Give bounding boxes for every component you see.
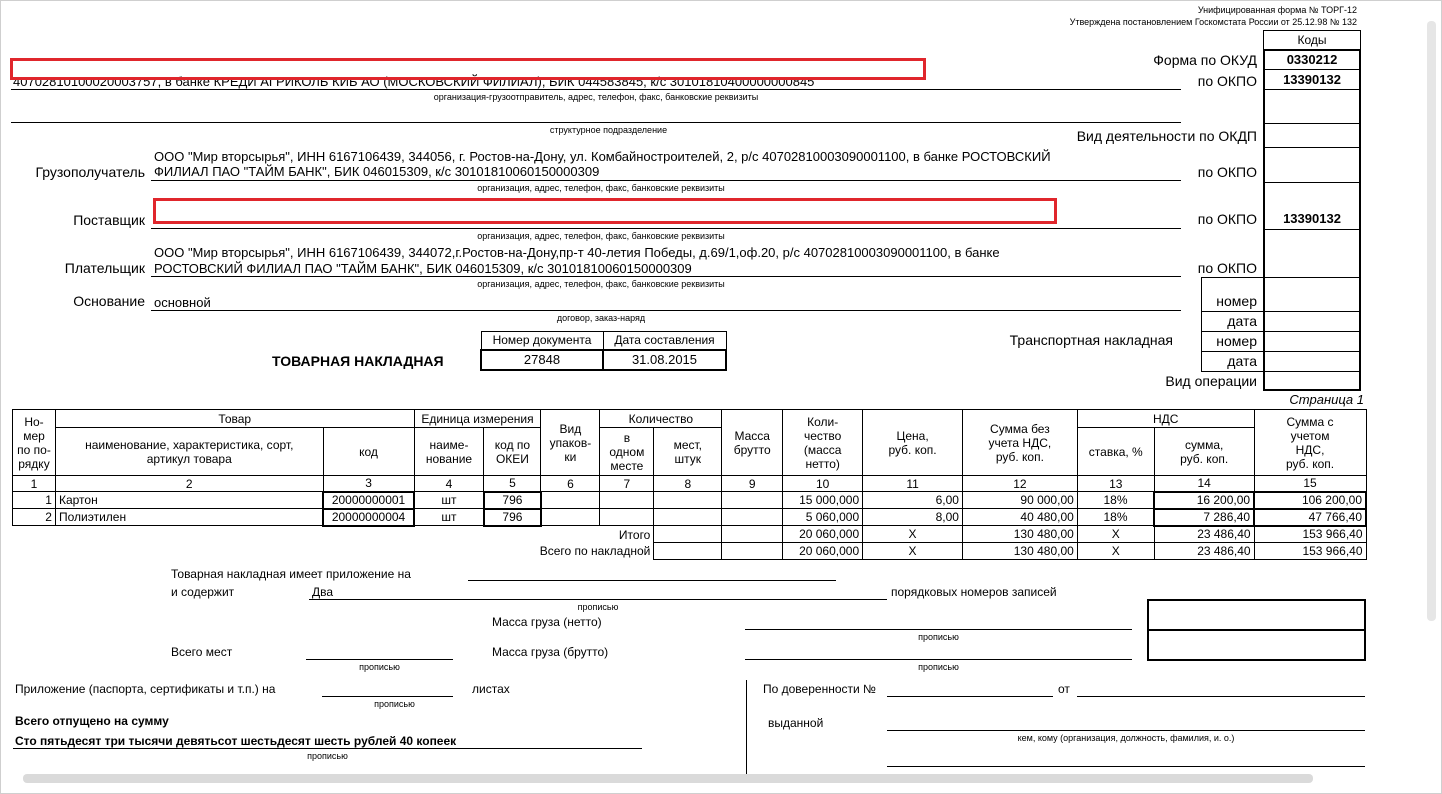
row-gross [722,509,783,526]
codes-divider [1263,69,1361,70]
row-price: 6,00 [863,492,963,509]
row-okei: 796 [484,492,541,509]
table-row [13,492,1367,509]
row-price: 8,00 [863,509,963,526]
row-net: 5 060,000 [783,509,863,526]
h-okei: код по ОКЕИ [484,428,541,476]
col-num: 11 [863,476,963,492]
itogo-vat: 23 486,40 [1154,526,1254,543]
h-sum-no-vat: Сумма без учета НДС, руб. коп. [962,410,1077,476]
codes-title-cell [1263,30,1361,50]
col-num: 2 [55,476,323,492]
row-no: 1 [13,492,56,509]
doc-date: 31.08.2015 [603,350,726,370]
row-name: Полиэтилен [55,509,323,526]
row-total: 47 766,40 [1254,509,1366,526]
vsego-price: X [863,543,963,560]
row-no: 2 [13,509,56,526]
appendix-label: Приложение (паспорта, сертификаты и т.п.) на [15,682,276,696]
col-num: 5 [484,476,541,492]
contains-label: и содержит [171,585,235,599]
shipper-line [11,89,1181,90]
col-num: 6 [541,476,600,492]
codes-title: Коды [1297,33,1327,47]
net-mass-line [745,629,1132,630]
contains-value: Два [312,585,334,599]
poa-label: По доверенности № [763,682,876,696]
propis-caption-2: прописью [918,632,959,642]
vsego-vat: 23 486,40 [1154,543,1254,560]
shipper-caption: организация-грузоотправитель, адрес, телефон, факс, банковские реквизиты [433,92,759,102]
h-goods-name: наименование, характеристика, сорт, артикул товара [55,428,323,476]
redaction-box-supplier [153,198,1057,224]
basis-line [151,310,1181,311]
h-vat: НДС [1077,410,1254,428]
date2-label: дата [1227,353,1257,369]
number2-label: номер [1216,333,1257,349]
row-code: 20000000004 [323,509,414,526]
issued-label: выданной [768,716,824,730]
row-gross [722,492,783,509]
net-mass-label: Масса груза (нетто) [492,615,602,629]
h-no: Но- мер по по- рядку [13,410,56,476]
supplier-okpo-label: по ОКПО [1197,211,1257,227]
codes-divider [1263,89,1361,90]
itogo-total: 153 966,40 [1254,526,1366,543]
basis-label: Основание [73,293,145,309]
h-qty: Количество [600,410,722,428]
propis-caption-4: прописью [918,662,959,672]
basis-value: основной [154,295,211,310]
date-label: дата [1227,313,1257,329]
column-numbers-row [13,476,1367,492]
from-line [1077,696,1365,697]
h-unit: Единица измерения [414,410,541,428]
codes-divider [1263,147,1361,148]
itogo-price: X [863,526,963,543]
vsego-sum: 130 480,00 [962,543,1077,560]
transport-label: Транспортная накладная [1009,332,1173,348]
itogo-rate: X [1077,526,1154,543]
itogo-label: Итого [618,527,651,542]
col-num: 3 [323,476,414,492]
payer-okpo-label: по ОКПО [1197,260,1257,276]
attach-line [468,580,836,581]
released-label: Всего отпущено на сумму [15,714,169,728]
col-num: 14 [1154,476,1254,492]
row-code: 20000000001 [323,492,414,509]
vsego-label: Всего по накладной [539,544,651,558]
col-num: 13 [1077,476,1154,492]
issued-line-2 [887,766,1365,767]
doc-date-header: Дата составления [603,332,726,350]
issued-caption: кем, кому (организация, должность, фамилия, и. о.) [1017,733,1235,743]
doc-number-header: Номер документа [481,332,603,350]
mass-box-divider [1147,629,1366,631]
consignee-caption: организация, адрес, телефон, факс, банковские реквизиты [477,183,725,193]
from-label: от [1058,682,1070,696]
vsego-net: 20 060,000 [783,543,863,560]
consignee-line1: ООО "Мир вторсырья", ИНН 6167106439, 344056, г. Ростов-на-Дону, ул. Комбайностроителей, 2, р/с 40702810003090001100, в банке РОСТОВСКИЙ [154,149,1051,164]
payer-caption: организация, адрес, телефон, факс, банковские реквизиты [477,279,725,289]
propis-caption-3: прописью [359,662,400,672]
operation-label: Вид операции [1165,373,1257,389]
supplier-line [151,228,1181,229]
row-sum: 40 480,00 [962,509,1077,526]
payer-line2: РОСТОВСКИЙ ФИЛИАЛ ПАО "ТАЙМ БАНК", БИК 046015309, к/с 30101810060150000309 [154,261,692,276]
okpo-label: по ОКПО [1197,73,1257,89]
row-unit: шт [414,509,484,526]
col-num: 4 [414,476,484,492]
col-num: 1 [13,476,56,492]
row-places [654,492,722,509]
document-title: ТОВАРНАЯ НАКЛАДНАЯ [272,353,444,369]
col-num: 15 [1254,476,1366,492]
goods-table [12,409,1367,560]
released-text: Сто пятьдесят три тысячи девятьсот шестьдесят шесть рублей 40 копеек [15,734,457,748]
h-goods: Товар [55,410,414,428]
number-label: номер [1216,293,1257,309]
gross-mass-label: Масса груза (брутто) [492,645,609,659]
codes-divider [1263,123,1361,124]
codes-divider [1263,277,1361,278]
footer-separator [746,680,747,780]
consignee-line2: ФИЛИАЛ ПАО "ТАЙМ БАНК", БИК 046015309, к/с 30101810060150000309 [154,164,600,179]
col-num: 7 [600,476,654,492]
doc-number: 27848 [481,350,603,370]
col-num: 12 [962,476,1077,492]
redaction-box-shipper [10,58,926,80]
form-name: Унифицированная форма № ТОРГ-12 [1197,5,1357,15]
form-approval: Утверждена постановлением Госкомстата России от 25.12.98 № 132 [1069,17,1357,27]
h-code: код [323,428,414,476]
payer-line [151,276,1181,277]
itogo-net: 20 060,000 [783,526,863,543]
row-in-one [600,509,654,526]
h-vat-sum: сумма, руб. коп. [1154,428,1254,476]
page-number: Страница 1 [1289,392,1364,407]
propis-caption-1: прописью [577,602,619,612]
consignee-label: Грузополучатель [35,164,145,180]
row-vat: 16 200,00 [1154,492,1254,509]
h-gross: Масса брутто [722,410,783,476]
row-okei: 796 [484,509,541,526]
col-num: 10 [783,476,863,492]
row-in-one [600,492,654,509]
places-line [306,659,453,660]
sheets-label: листах [472,682,510,696]
doc-number-table [480,331,727,371]
row-rate: 18% [1077,492,1154,509]
contains-line [309,599,887,600]
vertical-scrollbar[interactable] [1427,21,1436,621]
okud-value: 0330212 [1286,52,1338,67]
h-sum-vat: Сумма с учетом НДС, руб. коп. [1254,410,1366,476]
vsego-row [13,543,1367,560]
row-unit: шт [414,492,484,509]
consignee-line [151,180,1181,181]
itogo-row [13,526,1367,543]
table-row [13,509,1367,526]
h-in-one: в одном месте [600,428,654,476]
attach-label: Товарная накладная имеет приложение на [171,567,411,581]
poa-line [887,696,1053,697]
h-places: мест, штук [654,428,722,476]
row-rate: 18% [1077,509,1154,526]
horizontal-scrollbar[interactable] [23,774,1313,783]
okud-label: Форма по ОКУД [1153,52,1257,68]
propis-caption-6: прописью [307,751,348,761]
row-net: 15 000,000 [783,492,863,509]
h-unit-name: наиме- нование [414,428,484,476]
codes-divider [1263,182,1361,183]
row-pack [541,492,600,509]
okdp-label: Вид деятельности по ОКДП [1076,128,1257,144]
row-pack [541,509,600,526]
row-total: 106 200,00 [1254,492,1366,509]
propis-caption-5: прописью [374,699,415,709]
issued-line [887,730,1365,731]
places-label: Всего мест [171,645,233,659]
consignee-okpo-label: по ОКПО [1197,164,1257,180]
supplier-caption: организация, адрес, телефон, факс, банковские реквизиты [477,231,725,241]
row-sum: 90 000,00 [962,492,1077,509]
supplier-okpo-value: 13390132 [1283,211,1341,226]
row-places [654,509,722,526]
h-net: Коли- чество (масса нетто) [783,410,863,476]
codes-divider [1263,229,1361,230]
division-caption: структурное подразделение [549,125,668,135]
payer-line1: ООО "Мир вторсырья", ИНН 6167106439, 344072,г.Ростов-на-Дону,пр-т 40-летия Победы, д.69/1,оф.20, р/с 40702810003090001100, в банке [154,245,1000,260]
col-num: 9 [722,476,783,492]
h-pack: Вид упаков- ки [541,410,600,476]
row-vat: 7 286,40 [1154,509,1254,526]
itogo-sum: 130 480,00 [962,526,1077,543]
okpo-value: 13390132 [1283,72,1341,87]
h-price: Цена, руб. коп. [863,410,963,476]
records-label: порядковых номеров записей [891,585,1057,599]
shipper-text: 40702810100020003757, в банке КРЕДИ АГРИКОЛЬ КИБ АО (МОСКОВСКИЙ ФИЛИАЛ), БИК 044583845, к/с 30101810400000000845 [13,74,815,89]
payer-label: Плательщик [64,260,145,276]
released-line [13,748,642,749]
col-num: 8 [654,476,722,492]
appendix-line [322,696,453,697]
vsego-rate: X [1077,543,1154,560]
vsego-total: 153 966,40 [1254,543,1366,560]
supplier-label: Поставщик [73,212,145,228]
gross-mass-line [745,659,1132,660]
h-vat-rate: ставка, % [1077,428,1154,476]
basis-caption: договор, заказ-наряд [556,313,646,323]
row-name: Картон [55,492,323,509]
division-line [11,122,1181,123]
